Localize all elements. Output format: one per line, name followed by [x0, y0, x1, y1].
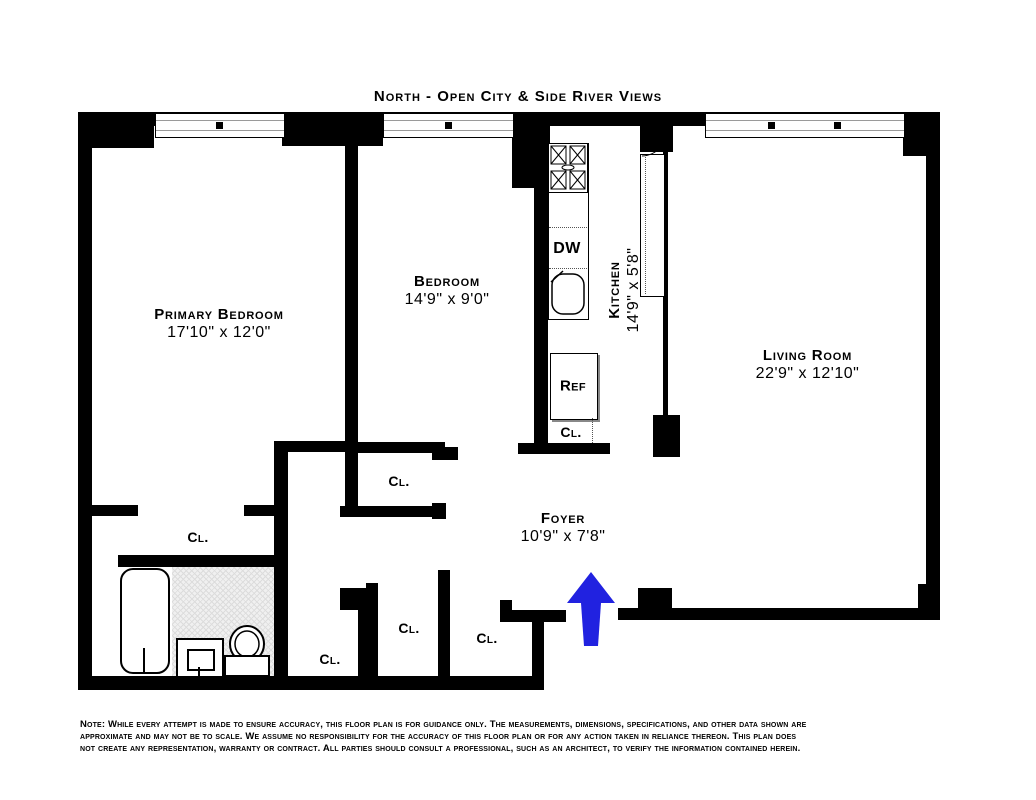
window-pane-line	[384, 120, 513, 121]
closet-label: Cl.	[398, 620, 420, 636]
room-label-foyer	[480, 510, 646, 546]
room-name: Living Room	[762, 347, 853, 364]
wall-segment	[92, 505, 138, 516]
bathroom-sink	[176, 638, 224, 678]
tub-faucet	[143, 648, 145, 674]
wall-segment	[438, 570, 450, 676]
north-arrow-icon	[560, 568, 622, 650]
wall-segment	[345, 126, 358, 517]
arrow-head	[567, 572, 615, 603]
room-dims: 17'10" x 12'0"	[167, 324, 271, 341]
wall-segment	[118, 555, 276, 567]
closet-label: Cl.	[560, 424, 582, 440]
disclaimer-note	[80, 719, 960, 755]
window-pane-line	[706, 120, 904, 121]
note-line: approximate and may not be to scale. We assume no responsibility for the accuracy of this floor plan or for any action taken in reliance thereon. This plan does	[80, 731, 797, 742]
plan-title: North - Open City & Side River Views	[373, 88, 663, 105]
window-pane-line	[384, 130, 513, 131]
stove-icon	[548, 143, 588, 193]
room-dims: 14'9" x 9'0"	[404, 291, 490, 308]
wall-segment	[532, 612, 544, 676]
window-primary-bedroom	[155, 113, 285, 138]
room-label-primary-bedroom	[94, 306, 344, 342]
arrow-shaft	[581, 603, 601, 646]
wall-segment	[345, 442, 445, 453]
room-label-living-room	[700, 347, 915, 383]
wall-segment	[518, 443, 610, 454]
room-dims: 14'9" x 5'8"	[625, 247, 642, 333]
room-label-bedroom	[362, 273, 532, 309]
bathtub	[120, 568, 170, 674]
wall-segment	[534, 126, 548, 443]
closet-label: Cl.	[476, 630, 498, 646]
room-name: Primary Bedroom	[154, 306, 284, 323]
window-bedroom	[383, 113, 514, 138]
wall-segment	[918, 584, 940, 620]
window-pane-line	[156, 120, 284, 121]
toilet-icon	[222, 622, 272, 680]
wall-segment	[903, 112, 940, 156]
note-line: not create any representation, warranty or contract. All parties should consult a professional, such as an architect, to verify the information contained herein.	[80, 743, 801, 754]
closet-label: Cl.	[187, 529, 209, 545]
window-mullion	[834, 122, 841, 129]
wall-segment	[78, 112, 154, 148]
closet-label: Cl.	[388, 473, 410, 489]
refrigerator-label: Ref	[559, 377, 587, 395]
room-name: Kitchen	[606, 261, 623, 319]
sink-basin	[187, 649, 215, 671]
wall-segment	[340, 506, 446, 517]
room-name: Bedroom	[414, 273, 480, 290]
wall-segment	[274, 505, 288, 690]
window-pane-line	[156, 130, 284, 131]
room-dims: 10'9" x 7'8"	[520, 528, 606, 545]
window-pane-line	[706, 130, 904, 131]
closet-label: Cl.	[319, 651, 341, 667]
wall-segment	[432, 503, 446, 519]
window-living-room	[705, 113, 905, 138]
window-mullion	[768, 122, 775, 129]
room-dims: 22'9" x 12'10"	[755, 365, 860, 382]
wall-segment	[282, 112, 383, 146]
window-mullion	[216, 122, 223, 129]
wall-segment	[926, 112, 940, 620]
room-name: Foyer	[540, 510, 586, 527]
wall-segment	[638, 588, 672, 610]
sink-faucet	[198, 667, 200, 676]
wall-segment	[366, 583, 378, 676]
window-mullion	[445, 122, 452, 129]
wall-segment	[432, 447, 458, 460]
closet-door-dotted	[592, 418, 593, 443]
counter-divider	[549, 227, 587, 228]
wall-segment	[372, 676, 450, 690]
kitchen-sink-icon	[548, 268, 588, 318]
door-swing-arc	[636, 126, 670, 160]
wall-segment	[450, 676, 544, 690]
room-label-kitchen	[606, 210, 650, 370]
wall-segment	[653, 415, 680, 457]
dishwasher-label: DW	[553, 240, 581, 257]
wall-segment	[278, 441, 345, 452]
note-line: Note: While every attempt is made to ensure accuracy, this floor plan is for guidance only. The measurements, dimensions, specifications, and other data shown are	[80, 719, 807, 730]
wall-segment	[78, 112, 92, 690]
